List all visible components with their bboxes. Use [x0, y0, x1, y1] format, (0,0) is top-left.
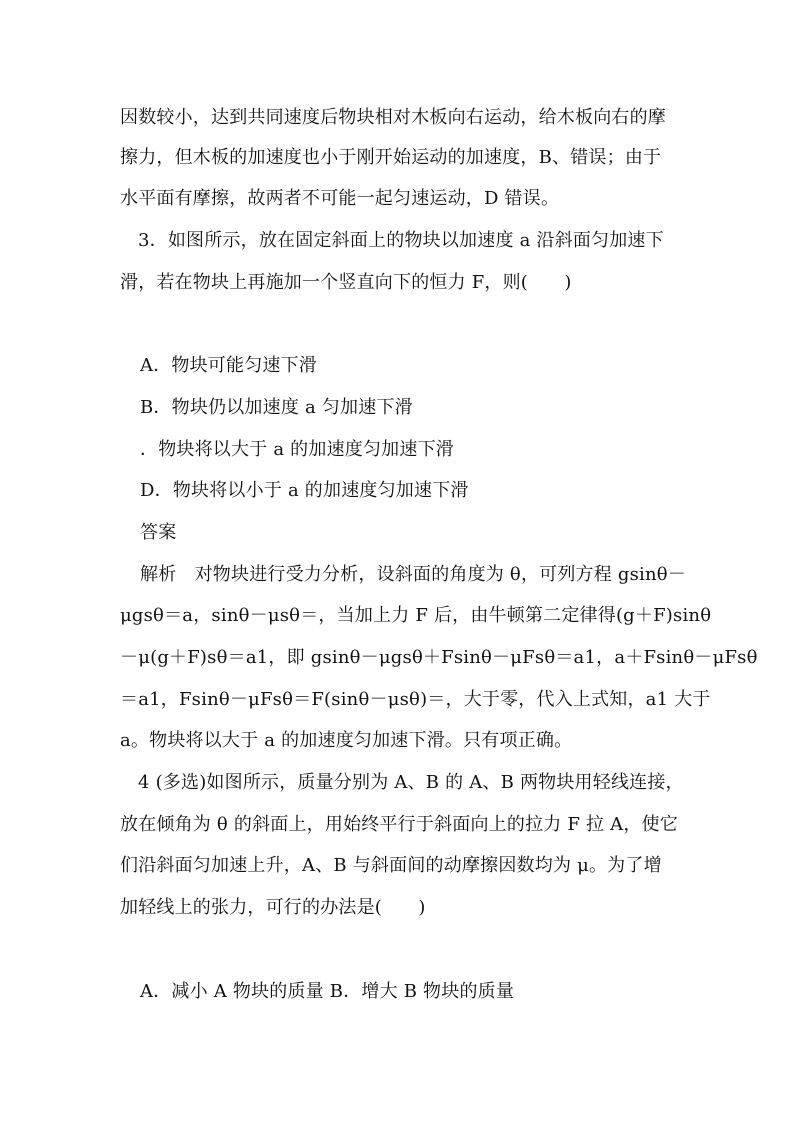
- question-3-option-a: A．物块可能匀速下滑: [140, 355, 317, 376]
- question-4-line-2: 放在倾角为 θ 的斜面上，用始终平行于斜面向上的拉力 F 拉 A，使它: [120, 814, 678, 835]
- analysis-line-4: ＝a1，Fsinθ－μFsθ＝F(sinθ－μsθ)＝，大于零，代入上式知，a1 大于: [120, 689, 711, 710]
- paragraph-line-3: 水平面有摩擦，故两者不可能一起匀速运动，D 错误。: [120, 188, 560, 209]
- question-3-option-d: D．物块将以小于 a 的加速度匀加速下滑: [140, 480, 469, 501]
- question-3-line-2: 滑，若在物块上再施加一个竖直向下的恒力 F，则( ): [120, 272, 572, 293]
- analysis-line-3: －μ(g＋F)sθ＝a1，即 gsinθ－μgsθ＋Fsinθ－μFsθ＝a1，a＋Fsinθ－μFsθ: [120, 647, 758, 668]
- answer-label: 答案: [140, 522, 177, 543]
- paragraph-line-1: 因数较小，达到共同速度后物块相对木板向右运动，给木板向右的摩: [120, 107, 666, 128]
- question-3-option-b: B．物块仍以加速度 a 匀加速下滑: [140, 397, 413, 418]
- question-4-line-1: 4 (多选)如图所示，质量分别为 A、B 的 A、B 两物块用轻线连接，: [138, 772, 684, 793]
- question-3-option-c: ．物块将以大于 a 的加速度匀加速下滑: [140, 439, 454, 460]
- analysis-line-1: 解析 对物块进行受力分析，设斜面的角度为 θ，可列方程 gsinθ－: [140, 564, 687, 585]
- question-4-line-4: 加轻线上的张力，可行的办法是( ): [120, 897, 426, 918]
- question-4-line-3: 们沿斜面匀加速上升，A、B 与斜面间的动摩擦因数均为 μ。为了增: [120, 855, 662, 876]
- question-3-line-1: 3．如图所示，放在固定斜面上的物块以加速度 a 沿斜面匀加速下: [138, 230, 664, 251]
- analysis-line-5: a。物块将以大于 a 的加速度匀加速下滑。只有项正确。: [120, 730, 573, 751]
- question-4-options: A．减小 A 物块的质量 B．增大 B 物块的质量: [140, 981, 515, 1002]
- analysis-line-2: μgsθ＝a，sinθ－μsθ＝，当加上力 F 后，由牛顿第二定律得(g＋F)sinθ: [120, 605, 712, 626]
- paragraph-line-2: 擦力，但木板的加速度也小于刚开始运动的加速度，B、错误；由于: [120, 147, 662, 168]
